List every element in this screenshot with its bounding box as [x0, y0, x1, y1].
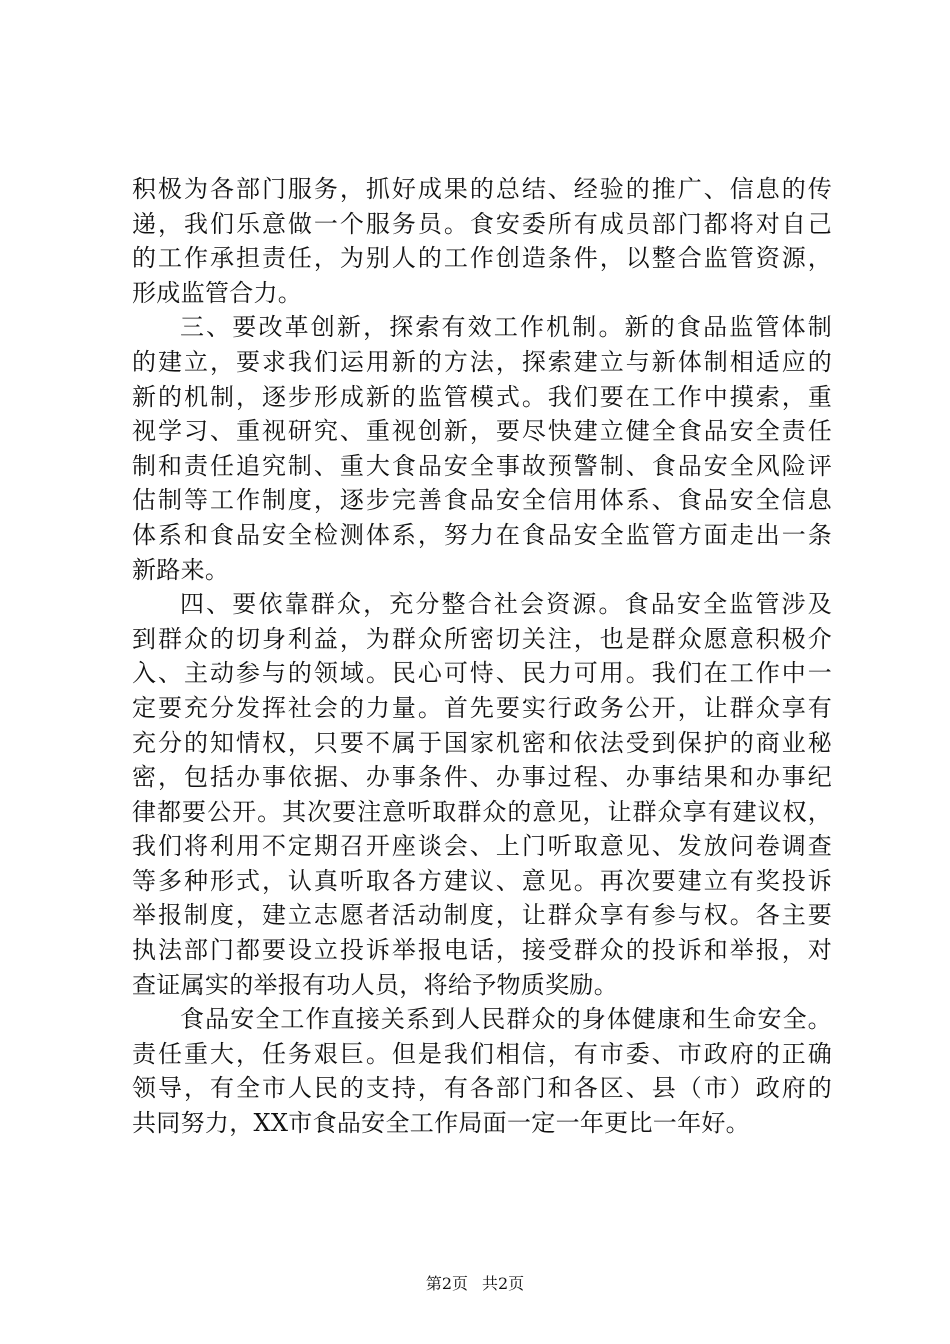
text-line: 制和责任追究制、重大食品安全事故预警制、食品安全风险评 — [132, 451, 832, 480]
document-body — [132, 172, 832, 1141]
paragraph-continuation — [132, 172, 832, 310]
text-line: 我们将利用不定期召开座谈会、上门听取意见、发放问卷调查 — [132, 832, 832, 861]
text-line: 充分的知情权，只要不属于国家机密和依法受到保护的商业秘 — [132, 728, 832, 757]
text-line: 执法部门都要设立投诉举报电话，接受群众的投诉和举报，对 — [132, 936, 832, 965]
text-line: 体系和食品安全检测体系，努力在食品安全监管方面走出一条 — [132, 520, 832, 549]
text-line: 责任重大，任务艰巨。但是我们相信，有市委、市政府的正确 — [132, 1039, 832, 1068]
paragraph-reform-innovation — [132, 310, 832, 587]
text-line: 等多种形式，认真听取各方建议、意见。再次要建立有奖投诉 — [132, 866, 832, 895]
text-line: 到群众的切身利益，为群众所密切关注，也是群众愿意积极介 — [132, 624, 832, 653]
text-line: 查证属实的举报有功人员，将给予物质奖励。 — [132, 970, 618, 999]
text-line: 的工作承担责任，为别人的工作创造条件，以整合监管资源， — [132, 244, 832, 273]
text-line: 积极为各部门服务，抓好成果的总结、经验的推广、信息的传 — [132, 175, 832, 203]
text-line: 四、要依靠群众，充分整合社会资源。食品安全监管涉及 — [180, 590, 832, 619]
page-footer — [0, 1271, 950, 1294]
text-line: 视学习、重视研究、重视创新，要尽快建立健全食品安全责任 — [132, 417, 832, 446]
text-line: 新的机制，逐步形成新的监管模式。我们要在工作中摸索，重 — [132, 382, 832, 411]
text-line: 律都要公开。其次要注意听取群众的意见，让群众享有建议权， — [132, 797, 832, 826]
page-number: 第2页 — [425, 1274, 468, 1293]
text-line: 共同努力，XX市食品安全工作局面一定一年更比一年好。 — [132, 1109, 750, 1138]
text-line: 定要充分发挥社会的力量。首先要实行政务公开，让群众享有 — [132, 693, 832, 722]
text-line: 的建立，要求我们运用新的方法，探索建立与新体制相适应的 — [132, 347, 832, 376]
text-line: 新路来。 — [132, 555, 230, 584]
text-line: 三、要改革创新，探索有效工作机制。新的食品监管体制 — [180, 313, 832, 342]
text-line: 递，我们乐意做一个服务员。食安委所有成员部门都将对自己 — [132, 209, 832, 238]
text-line: 领导，有全市人民的支持，有各部门和各区、县（市）政府的 — [132, 1074, 832, 1103]
text-line: 形成监管合力。 — [132, 278, 303, 307]
page-total: 共2页 — [482, 1274, 525, 1293]
text-line: 举报制度，建立志愿者活动制度，让群众享有参与权。各主要 — [132, 901, 832, 930]
text-line: 估制等工作制度，逐步完善食品安全信用体系、食品安全信息 — [132, 486, 832, 515]
text-line: 密，包括办事依据、办事条件、办事过程、办事结果和办事纪 — [132, 763, 832, 792]
paragraph-rely-on-public — [132, 587, 832, 1002]
paragraph-conclusion — [132, 1002, 832, 1140]
text-line: 食品安全工作直接关系到人民群众的身体健康和生命安全。 — [180, 1005, 832, 1034]
text-line: 入、主动参与的领域。民心可恃、民力可用。我们在工作中一 — [132, 659, 832, 688]
